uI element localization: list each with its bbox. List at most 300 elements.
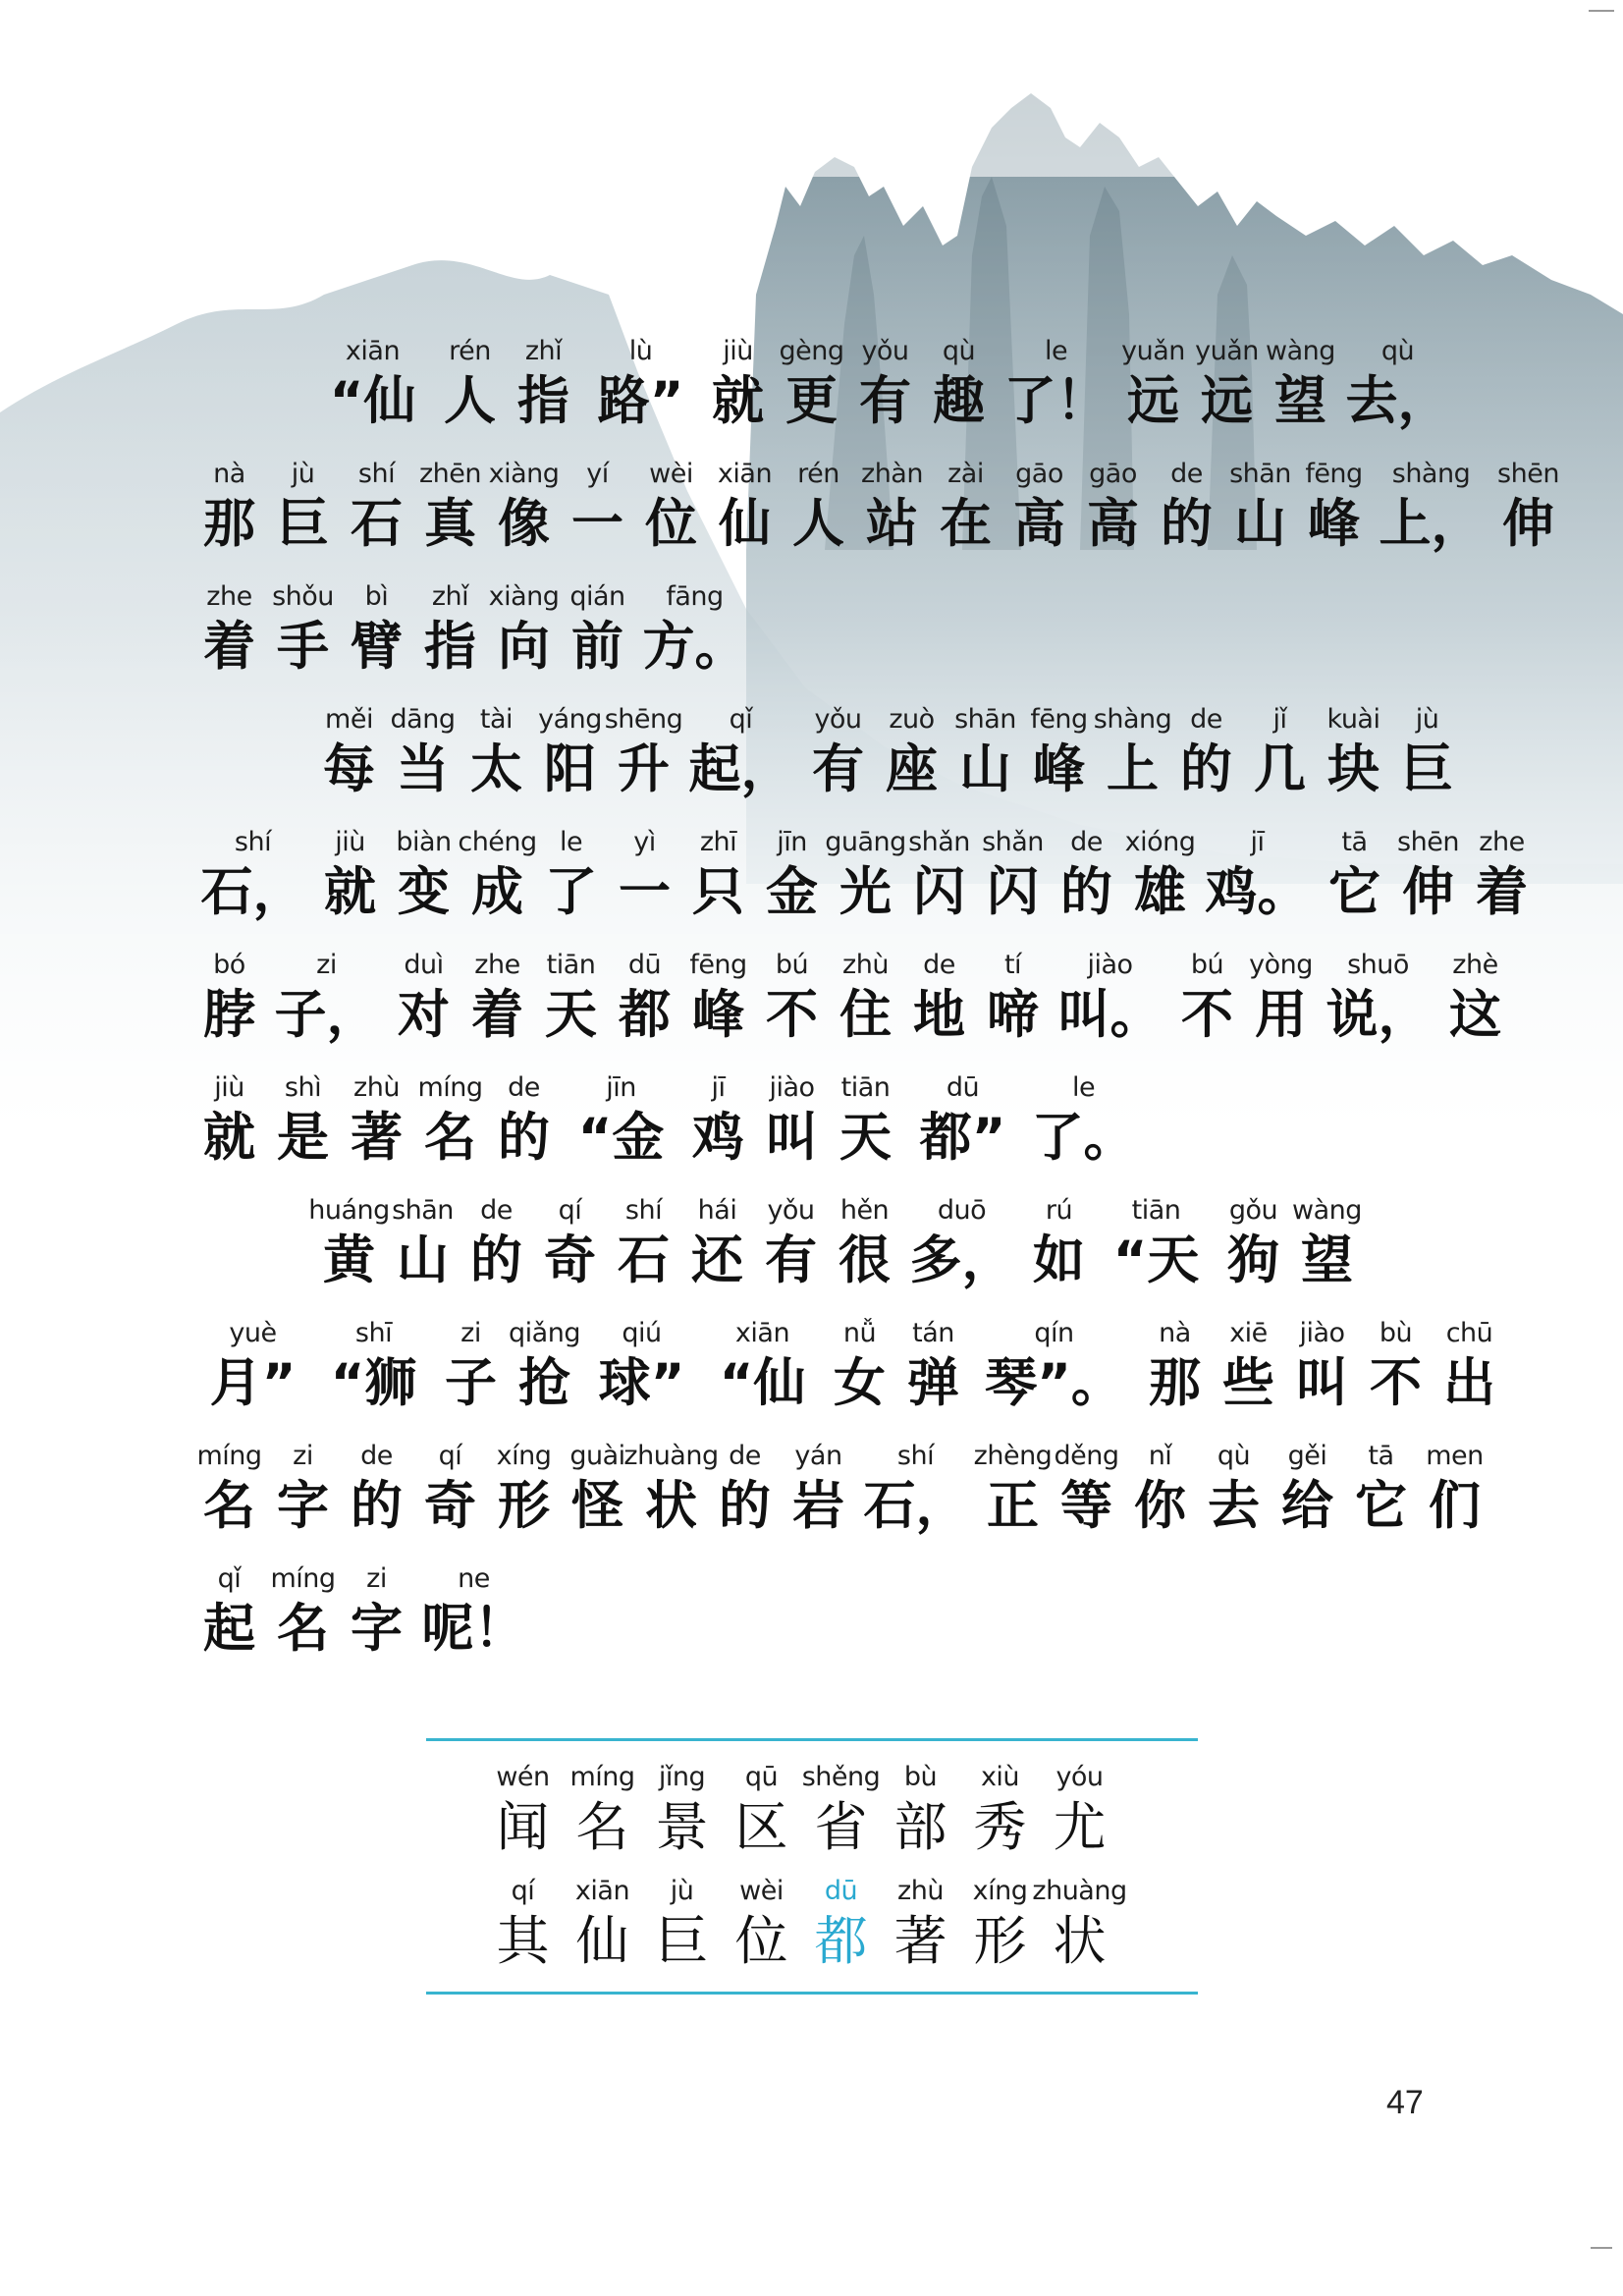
hanzi: 了！ bbox=[1003, 371, 1109, 431]
pinyin: ne bbox=[458, 1563, 490, 1594]
hanzi: 都 bbox=[814, 1910, 868, 1972]
pinyin: zuò bbox=[889, 704, 935, 735]
pinyin: qiǎng bbox=[509, 1318, 580, 1348]
hanzi: 方。 bbox=[642, 617, 747, 677]
hanzi: 都 bbox=[619, 985, 671, 1045]
ruby-char bbox=[561, 1070, 681, 1171]
hanzi: 琴”。 bbox=[985, 1353, 1123, 1413]
ruby-char bbox=[1433, 1316, 1506, 1416]
pinyin: le bbox=[1044, 336, 1068, 366]
hanzi: 着 bbox=[1476, 862, 1528, 922]
pinyin: shí bbox=[234, 827, 272, 857]
text-line bbox=[192, 1561, 534, 1662]
hanzi: 就 bbox=[203, 1108, 255, 1168]
hanzi: 都” bbox=[919, 1108, 1006, 1168]
hanzi: 叫。 bbox=[1057, 985, 1163, 1045]
ruby-char bbox=[1096, 1193, 1217, 1293]
hanzi: 名 bbox=[575, 1796, 629, 1858]
pinyin: tiān bbox=[840, 1072, 891, 1103]
pinyin: zhe bbox=[1479, 827, 1525, 857]
hanzi: 尤 bbox=[1053, 1796, 1107, 1858]
pinyin: jī bbox=[1250, 827, 1265, 857]
pinyin: guài bbox=[569, 1441, 625, 1471]
ruby-char bbox=[533, 702, 607, 802]
pinyin: jī bbox=[711, 1072, 726, 1103]
vocab-char bbox=[563, 1760, 642, 1860]
text-line bbox=[192, 1070, 1144, 1171]
hanzi: 呢！ bbox=[421, 1599, 526, 1659]
pinyin: le bbox=[1071, 1072, 1096, 1103]
hanzi: 闪 bbox=[913, 862, 965, 922]
pinyin: hái bbox=[697, 1195, 737, 1226]
hanzi: 状 bbox=[645, 1476, 697, 1536]
pinyin: tài bbox=[479, 704, 514, 735]
hanzi: 景 bbox=[655, 1796, 709, 1858]
hanzi: 巨 bbox=[1401, 739, 1453, 799]
ruby-char bbox=[460, 948, 534, 1048]
hanzi: 升 bbox=[618, 739, 670, 799]
hanzi: 了 bbox=[545, 862, 597, 922]
pinyin: zhī bbox=[699, 827, 737, 857]
ruby-char bbox=[1138, 1316, 1212, 1416]
hanzi: “天 bbox=[1112, 1230, 1200, 1290]
pinyin: yí bbox=[586, 459, 609, 489]
ruby-char bbox=[1217, 1193, 1290, 1293]
hanzi: 不 bbox=[1181, 985, 1233, 1045]
hanzi: 起， bbox=[688, 739, 793, 799]
ruby-char bbox=[460, 1193, 533, 1293]
hanzi: 的 bbox=[719, 1476, 771, 1536]
hanzi: “金 bbox=[577, 1108, 665, 1168]
ruby-char bbox=[1337, 334, 1458, 434]
pinyin: wèi bbox=[739, 1876, 784, 1906]
ruby-char bbox=[1212, 1316, 1285, 1416]
ruby-char bbox=[608, 825, 681, 925]
hanzi: 子 bbox=[445, 1353, 497, 1413]
pinyin: shí bbox=[624, 1195, 663, 1226]
pinyin: nà bbox=[1159, 1318, 1191, 1348]
vocab-char bbox=[563, 1874, 642, 1974]
pinyin: zhǐ bbox=[431, 581, 469, 612]
ruby-char bbox=[1297, 457, 1371, 557]
ruby-char bbox=[434, 1316, 508, 1416]
hanzi: 子， bbox=[274, 985, 379, 1045]
pinyin: jiù bbox=[335, 827, 365, 857]
ruby-char bbox=[996, 334, 1116, 434]
ruby-char bbox=[755, 1070, 829, 1171]
hanzi: 的 bbox=[470, 1230, 522, 1290]
ruby-char bbox=[507, 334, 580, 434]
pinyin: qǐ bbox=[729, 704, 753, 735]
hanzi: 那 bbox=[1149, 1353, 1201, 1413]
pinyin: shī bbox=[354, 1318, 393, 1348]
pinyin: yáng bbox=[538, 704, 602, 735]
ruby-char bbox=[775, 334, 848, 434]
pinyin: zhēn bbox=[418, 459, 481, 489]
ruby-char bbox=[192, 825, 313, 925]
hanzi: 人 bbox=[792, 494, 844, 554]
ruby-char bbox=[433, 334, 507, 434]
ruby-char bbox=[192, 1561, 266, 1662]
ruby-char bbox=[340, 579, 413, 680]
pinyin: wén bbox=[496, 1762, 550, 1792]
ruby-char bbox=[782, 1439, 855, 1539]
ruby-char bbox=[976, 948, 1050, 1048]
hanzi: 每 bbox=[323, 739, 375, 799]
pinyin: bú bbox=[775, 950, 809, 980]
pinyin: nà bbox=[213, 459, 245, 489]
pinyin: de bbox=[1070, 827, 1103, 857]
ruby-char bbox=[1418, 1439, 1491, 1539]
ruby-char bbox=[829, 1070, 902, 1171]
hanzi: 不 bbox=[766, 985, 818, 1045]
ruby-char bbox=[340, 1070, 413, 1171]
pinyin: yóu bbox=[1055, 1762, 1104, 1792]
pinyin: qí bbox=[438, 1441, 462, 1471]
vocab-row-1 bbox=[483, 1760, 1119, 1860]
ruby-char bbox=[1197, 1439, 1271, 1539]
hanzi: 前 bbox=[571, 617, 623, 677]
ruby-char bbox=[1169, 702, 1243, 802]
hanzi: 起 bbox=[203, 1599, 255, 1659]
ruby-char bbox=[608, 948, 681, 1048]
ruby-char bbox=[782, 457, 855, 557]
ruby-char bbox=[1244, 948, 1318, 1048]
pinyin: tí bbox=[1003, 950, 1022, 980]
hanzi: 座 bbox=[886, 739, 938, 799]
ruby-char bbox=[1197, 825, 1318, 925]
pinyin: wàng bbox=[1292, 1195, 1362, 1226]
hanzi: 用 bbox=[1255, 985, 1307, 1045]
ruby-char bbox=[976, 825, 1050, 925]
vocab-char bbox=[1032, 1874, 1127, 1974]
pinyin: zi bbox=[316, 950, 337, 980]
pinyin: huáng bbox=[308, 1195, 390, 1226]
pinyin: fēng bbox=[689, 950, 747, 980]
hanzi: 著 bbox=[893, 1910, 947, 1972]
ruby-char bbox=[848, 334, 922, 434]
hanzi: 峰 bbox=[1308, 494, 1360, 554]
pinyin: de bbox=[1190, 704, 1222, 735]
pinyin: shǎn bbox=[982, 827, 1044, 857]
pinyin: míng bbox=[417, 1072, 483, 1103]
hanzi: 区 bbox=[734, 1796, 788, 1858]
ruby-char bbox=[604, 702, 683, 802]
ruby-char bbox=[1285, 1316, 1359, 1416]
ruby-char bbox=[1243, 702, 1317, 802]
ruby-char bbox=[623, 1439, 719, 1539]
vocab-char bbox=[801, 1760, 881, 1860]
pinyin: qǐ bbox=[217, 1563, 242, 1594]
ruby-char bbox=[1344, 1439, 1418, 1539]
ruby-char bbox=[1317, 702, 1390, 802]
pinyin: tiān bbox=[1131, 1195, 1181, 1226]
ruby-char bbox=[192, 1439, 266, 1539]
pinyin: tiān bbox=[546, 950, 596, 980]
ruby-char bbox=[929, 457, 1002, 557]
pinyin: zhǐ bbox=[524, 336, 563, 366]
scan-margin-mark bbox=[1591, 2247, 1612, 2249]
hanzi: 像 bbox=[498, 494, 550, 554]
text-line bbox=[192, 579, 755, 680]
vocab-char bbox=[483, 1874, 563, 1974]
pinyin: xiān bbox=[717, 459, 773, 489]
ruby-char bbox=[681, 1070, 755, 1171]
hanzi: 就 bbox=[324, 862, 376, 922]
pinyin: jiào bbox=[1087, 950, 1133, 980]
hanzi: 对 bbox=[398, 985, 450, 1045]
ruby-char bbox=[1271, 1439, 1344, 1539]
pinyin: chéng bbox=[458, 827, 537, 857]
hanzi: 鸡。 bbox=[1205, 862, 1310, 922]
pinyin: yǒu bbox=[861, 336, 909, 366]
pinyin: rén bbox=[449, 336, 491, 366]
ruby-char bbox=[1359, 1316, 1433, 1416]
hanzi: 位 bbox=[734, 1910, 788, 1972]
hanzi: 石 bbox=[351, 494, 403, 554]
ruby-char bbox=[801, 702, 875, 802]
hanzi: 些 bbox=[1222, 1353, 1274, 1413]
ruby-char bbox=[1170, 948, 1244, 1048]
pinyin: jīn bbox=[606, 1072, 636, 1103]
pinyin: gěi bbox=[1287, 1441, 1327, 1471]
ruby-char bbox=[1290, 1193, 1364, 1293]
pinyin: shàng bbox=[1391, 459, 1471, 489]
hanzi: 远 bbox=[1127, 371, 1179, 431]
pinyin: de bbox=[923, 950, 955, 980]
text-line bbox=[312, 702, 1464, 802]
ruby-char bbox=[340, 1561, 413, 1662]
hanzi: 远 bbox=[1201, 371, 1253, 431]
hanzi: 给 bbox=[1281, 1476, 1333, 1536]
pinyin: men bbox=[1426, 1441, 1484, 1471]
pinyin: zhù bbox=[353, 1072, 400, 1103]
hanzi: 去 bbox=[1208, 1476, 1260, 1536]
ruby-char bbox=[681, 948, 755, 1048]
pinyin: qù bbox=[1217, 1441, 1251, 1471]
pinyin: shān bbox=[954, 704, 1016, 735]
hanzi: 字 bbox=[351, 1599, 403, 1659]
hanzi: 地 bbox=[913, 985, 965, 1045]
ruby-char bbox=[902, 825, 976, 925]
text-line bbox=[192, 948, 1512, 1048]
pinyin: de bbox=[508, 1072, 540, 1103]
pinyin: jǐng bbox=[658, 1762, 706, 1792]
ruby-char bbox=[825, 825, 906, 925]
hanzi: 雄 bbox=[1134, 862, 1186, 922]
pinyin: zhè bbox=[1452, 950, 1498, 980]
hanzi: 真 bbox=[424, 494, 476, 554]
pinyin: shān bbox=[1229, 459, 1291, 489]
ruby-char bbox=[1223, 457, 1297, 557]
ruby-char bbox=[1023, 1070, 1144, 1171]
hanzi: 是 bbox=[277, 1108, 329, 1168]
pinyin: gǒu bbox=[1228, 1195, 1278, 1226]
hanzi: 抢 bbox=[518, 1353, 570, 1413]
ruby-char bbox=[487, 1070, 561, 1171]
vocab-char bbox=[881, 1874, 960, 1974]
ruby-char bbox=[1050, 948, 1170, 1048]
ruby-char bbox=[308, 1193, 390, 1293]
ruby-char bbox=[1438, 948, 1512, 1048]
ruby-char bbox=[1391, 825, 1465, 925]
ruby-char bbox=[313, 825, 387, 925]
vocab-char bbox=[722, 1874, 801, 1974]
hanzi: 岩 bbox=[792, 1476, 844, 1536]
pinyin: xiù bbox=[980, 1762, 1020, 1792]
hanzi: 天 bbox=[545, 985, 597, 1045]
hanzi: 高 bbox=[1013, 494, 1065, 554]
ruby-char bbox=[413, 457, 487, 557]
ruby-char bbox=[607, 1193, 680, 1293]
pinyin: yǒu bbox=[814, 704, 862, 735]
pinyin: xiān bbox=[734, 1318, 790, 1348]
pinyin: fēng bbox=[1305, 459, 1363, 489]
hanzi: 去， bbox=[1345, 371, 1450, 431]
ruby-char bbox=[266, 1439, 340, 1539]
hanzi: “狮 bbox=[330, 1353, 417, 1413]
text-line bbox=[192, 1439, 1491, 1539]
pinyin: jù bbox=[291, 459, 315, 489]
ruby-char bbox=[487, 579, 561, 680]
ruby-char bbox=[754, 1193, 828, 1293]
hanzi: 的 bbox=[1161, 494, 1213, 554]
hanzi: 臂 bbox=[351, 617, 403, 677]
hanzi: 狗 bbox=[1227, 1230, 1279, 1290]
hanzi: 向 bbox=[498, 617, 550, 677]
pinyin: biàn bbox=[396, 827, 452, 857]
pinyin: qiú bbox=[622, 1318, 662, 1348]
hanzi: 一 bbox=[619, 862, 671, 922]
ruby-char bbox=[413, 1439, 487, 1539]
ruby-char bbox=[855, 457, 929, 557]
hanzi: 多， bbox=[909, 1230, 1014, 1290]
hanzi: 月” bbox=[209, 1353, 297, 1413]
hanzi: 奇 bbox=[544, 1230, 596, 1290]
ruby-char bbox=[701, 334, 775, 434]
hanzi: 光 bbox=[839, 862, 892, 922]
pinyin: de bbox=[729, 1441, 761, 1471]
hanzi: 一 bbox=[571, 494, 623, 554]
hanzi: 名 bbox=[203, 1476, 255, 1536]
text-line bbox=[308, 1193, 1364, 1293]
ruby-char bbox=[1264, 334, 1337, 434]
pinyin: gāo bbox=[1015, 459, 1063, 489]
hanzi: 字 bbox=[277, 1476, 329, 1536]
hanzi: 伸 bbox=[1402, 862, 1454, 922]
pinyin: jù bbox=[670, 1876, 694, 1906]
pinyin: jǐ bbox=[1272, 704, 1287, 735]
vocab-char bbox=[642, 1874, 722, 1974]
hanzi: 正 bbox=[987, 1476, 1039, 1536]
pinyin: zhèng bbox=[973, 1441, 1053, 1471]
hanzi: 石 bbox=[618, 1230, 670, 1290]
pinyin: xióng bbox=[1124, 827, 1196, 857]
ruby-char bbox=[1318, 825, 1391, 925]
hanzi: 形 bbox=[973, 1910, 1027, 1972]
ruby-char bbox=[192, 579, 266, 680]
hanzi: 就 bbox=[712, 371, 764, 431]
hanzi: 有 bbox=[812, 739, 864, 799]
pinyin: shí bbox=[357, 459, 396, 489]
ruby-char bbox=[708, 457, 782, 557]
ruby-char bbox=[387, 825, 460, 925]
hanzi: 天 bbox=[839, 1108, 892, 1168]
ruby-char bbox=[534, 948, 608, 1048]
hanzi: 巨 bbox=[655, 1910, 709, 1972]
pinyin: shān bbox=[392, 1195, 454, 1226]
hanzi: 著 bbox=[351, 1108, 403, 1168]
pinyin: bì bbox=[364, 581, 389, 612]
ruby-char bbox=[313, 1316, 434, 1416]
vocab-char bbox=[642, 1760, 722, 1860]
hanzi: 如 bbox=[1033, 1230, 1085, 1290]
ruby-char bbox=[534, 825, 608, 925]
hanzi: 几 bbox=[1254, 739, 1306, 799]
hanzi: 变 bbox=[398, 862, 450, 922]
ruby-char bbox=[896, 1316, 970, 1416]
hanzi: 那 bbox=[203, 494, 255, 554]
pinyin: chū bbox=[1445, 1318, 1493, 1348]
hanzi: 成 bbox=[471, 862, 523, 922]
pinyin: le bbox=[559, 827, 583, 857]
hanzi: 块 bbox=[1327, 739, 1380, 799]
hanzi: 其 bbox=[496, 1910, 550, 1972]
hanzi: 指 bbox=[424, 617, 476, 677]
ruby-char bbox=[680, 702, 801, 802]
hanzi: 名 bbox=[424, 1108, 476, 1168]
pinyin: guāng bbox=[825, 827, 906, 857]
hanzi: 趣 bbox=[933, 371, 985, 431]
vocab-row-2 bbox=[483, 1874, 1127, 1974]
hanzi: 名 bbox=[277, 1599, 329, 1659]
pinyin: qū bbox=[744, 1762, 779, 1792]
pinyin: yǒu bbox=[767, 1195, 815, 1226]
hanzi: 们 bbox=[1429, 1476, 1481, 1536]
hanzi: 只 bbox=[692, 862, 744, 922]
pinyin: xiān bbox=[574, 1876, 630, 1906]
pinyin: jiù bbox=[723, 336, 753, 366]
hanzi: 伸 bbox=[1502, 494, 1554, 554]
ruby-char bbox=[755, 825, 829, 925]
pinyin: xíng bbox=[496, 1441, 552, 1471]
hanzi: 奇 bbox=[424, 1476, 476, 1536]
ruby-char bbox=[1093, 702, 1172, 802]
pinyin: qín bbox=[1034, 1318, 1074, 1348]
hanzi: 的 bbox=[498, 1108, 550, 1168]
ruby-char bbox=[561, 457, 634, 557]
hanzi: 说， bbox=[1325, 985, 1431, 1045]
pinyin: yuè bbox=[229, 1318, 277, 1348]
pinyin: zhe bbox=[474, 950, 520, 980]
ruby-char bbox=[386, 1193, 460, 1293]
ruby-char bbox=[1116, 334, 1190, 434]
pinyin: yán bbox=[794, 1441, 842, 1471]
ruby-char bbox=[829, 948, 902, 1048]
hanzi: 球” bbox=[598, 1353, 685, 1413]
pinyin: gèng bbox=[779, 336, 844, 366]
pinyin: qù bbox=[942, 336, 976, 366]
pinyin: xiàng bbox=[488, 459, 560, 489]
pinyin: míng bbox=[270, 1563, 336, 1594]
pinyin: bó bbox=[213, 950, 245, 980]
hanzi: 状 bbox=[1053, 1910, 1107, 1972]
pinyin: míng bbox=[196, 1441, 262, 1471]
pinyin: xiān bbox=[345, 336, 401, 366]
ruby-char bbox=[875, 702, 948, 802]
ruby-char bbox=[192, 1316, 313, 1416]
vocab-char bbox=[1040, 1760, 1119, 1860]
